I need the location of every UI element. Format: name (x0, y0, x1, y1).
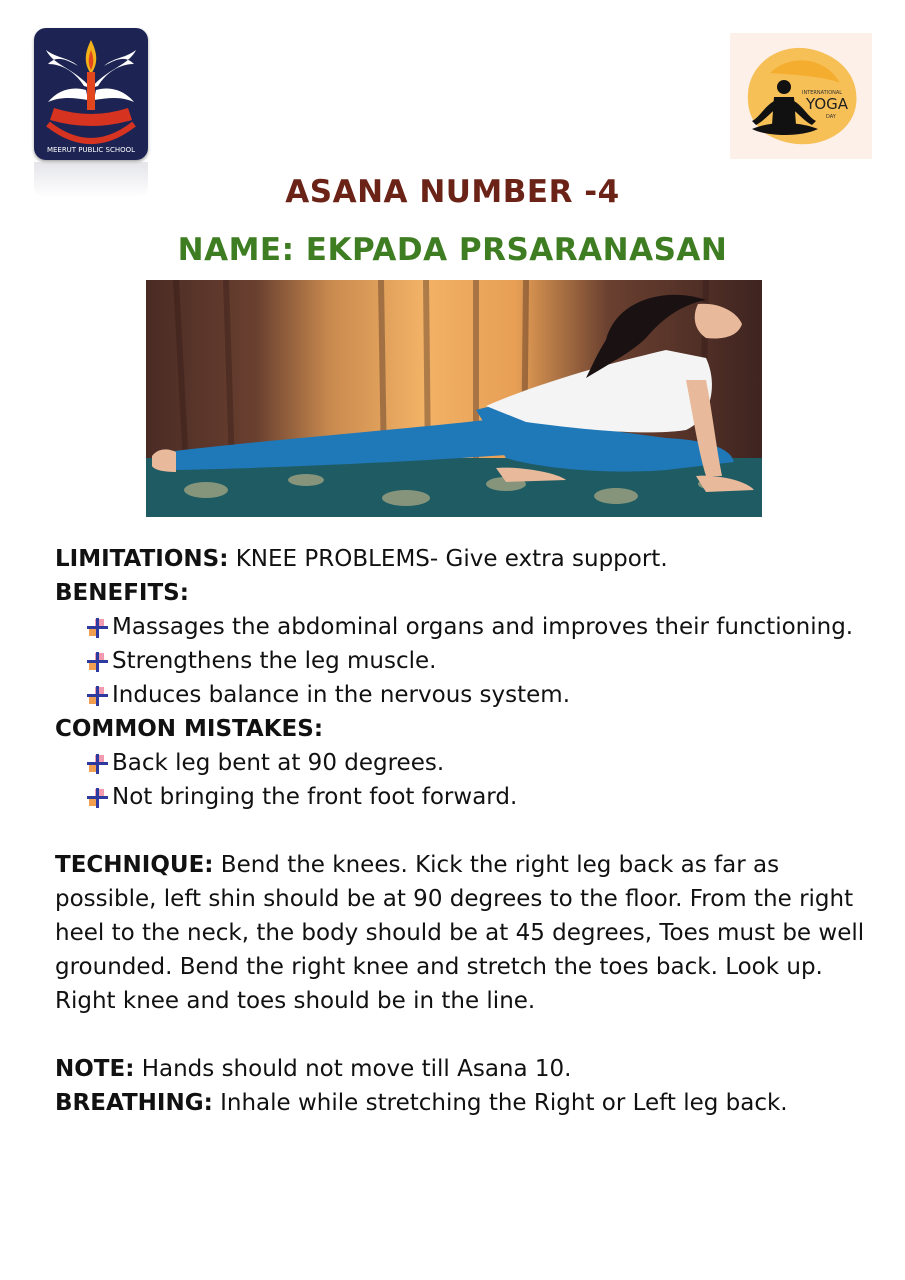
asana-name-title: NAME: EKPADA PRSARANASAN (177, 232, 728, 268)
list-item (85, 746, 875, 780)
benefit-item-1: Massages the abdominal organs and improves their functioning. (112, 614, 854, 640)
cross-bullet-icon (85, 652, 109, 672)
mistake-item-2: Not bringing the front foot forward. (112, 784, 518, 810)
yoga-day-logo (730, 33, 872, 159)
yoga-logo-line-2: YOGA (806, 95, 849, 113)
benefits-list (55, 610, 875, 712)
school-emblem-icon (34, 28, 148, 160)
cross-bullet-icon (85, 754, 109, 774)
spacer (55, 1018, 875, 1052)
technique-label: TECHNIQUE: (55, 852, 214, 878)
asana-details (55, 542, 875, 1120)
list-item (85, 644, 875, 678)
breathing-text: Inhale while stretching the Right or Left leg back. (212, 1090, 788, 1116)
breathing-line (55, 1086, 875, 1120)
limitations-label: LIMITATIONS: (55, 546, 229, 572)
spacer (55, 814, 875, 848)
school-logo (34, 28, 148, 160)
benefit-item-2: Strengthens the leg muscle. (112, 648, 437, 674)
technique-text: Bend the knees. Kick the right leg back as far as possible, left shin should be at 90 degrees to the floor. From the right heel to the neck, the body should be at 45 degrees, Toes must be well grounded. Bend the right knee and stretch the toes back. Look up. Right knee and toes should be in the line. (55, 852, 865, 1014)
benefit-item-3: Induces balance in the nervous system. (112, 682, 571, 708)
cross-bullet-icon (85, 618, 109, 638)
limitations-text: KNEE PROBLEMS- Give extra support. (228, 546, 668, 572)
common-mistakes-list (55, 746, 875, 814)
cross-bullet-icon (85, 788, 109, 808)
yoga-logo-line-1: INTERNATIONAL (802, 90, 843, 96)
meditation-figure-icon (730, 33, 872, 159)
mistake-item-1: Back leg bent at 90 degrees. (112, 750, 445, 776)
common-mistakes-label: COMMON MISTAKES: (55, 716, 324, 742)
breathing-label: BREATHING: (55, 1090, 213, 1116)
note-line (55, 1052, 875, 1086)
yoga-logo-line-3: DAY (826, 114, 836, 120)
asana-number-title: ASANA NUMBER -4 (285, 174, 620, 210)
cross-bullet-icon (85, 686, 109, 706)
benefits-label: BENEFITS: (55, 580, 189, 606)
yoga-pose-illustration (146, 280, 762, 517)
school-logo-text: MEERUT PUBLIC SCHOOL (46, 146, 136, 154)
technique-paragraph (55, 848, 875, 1018)
list-item (85, 780, 875, 814)
limitations-line (55, 542, 875, 576)
note-text: Hands should not move till Asana 10. (134, 1056, 572, 1082)
list-item (85, 678, 875, 712)
note-label: NOTE: (55, 1056, 135, 1082)
list-item (85, 610, 875, 644)
asana-photo (146, 280, 762, 517)
